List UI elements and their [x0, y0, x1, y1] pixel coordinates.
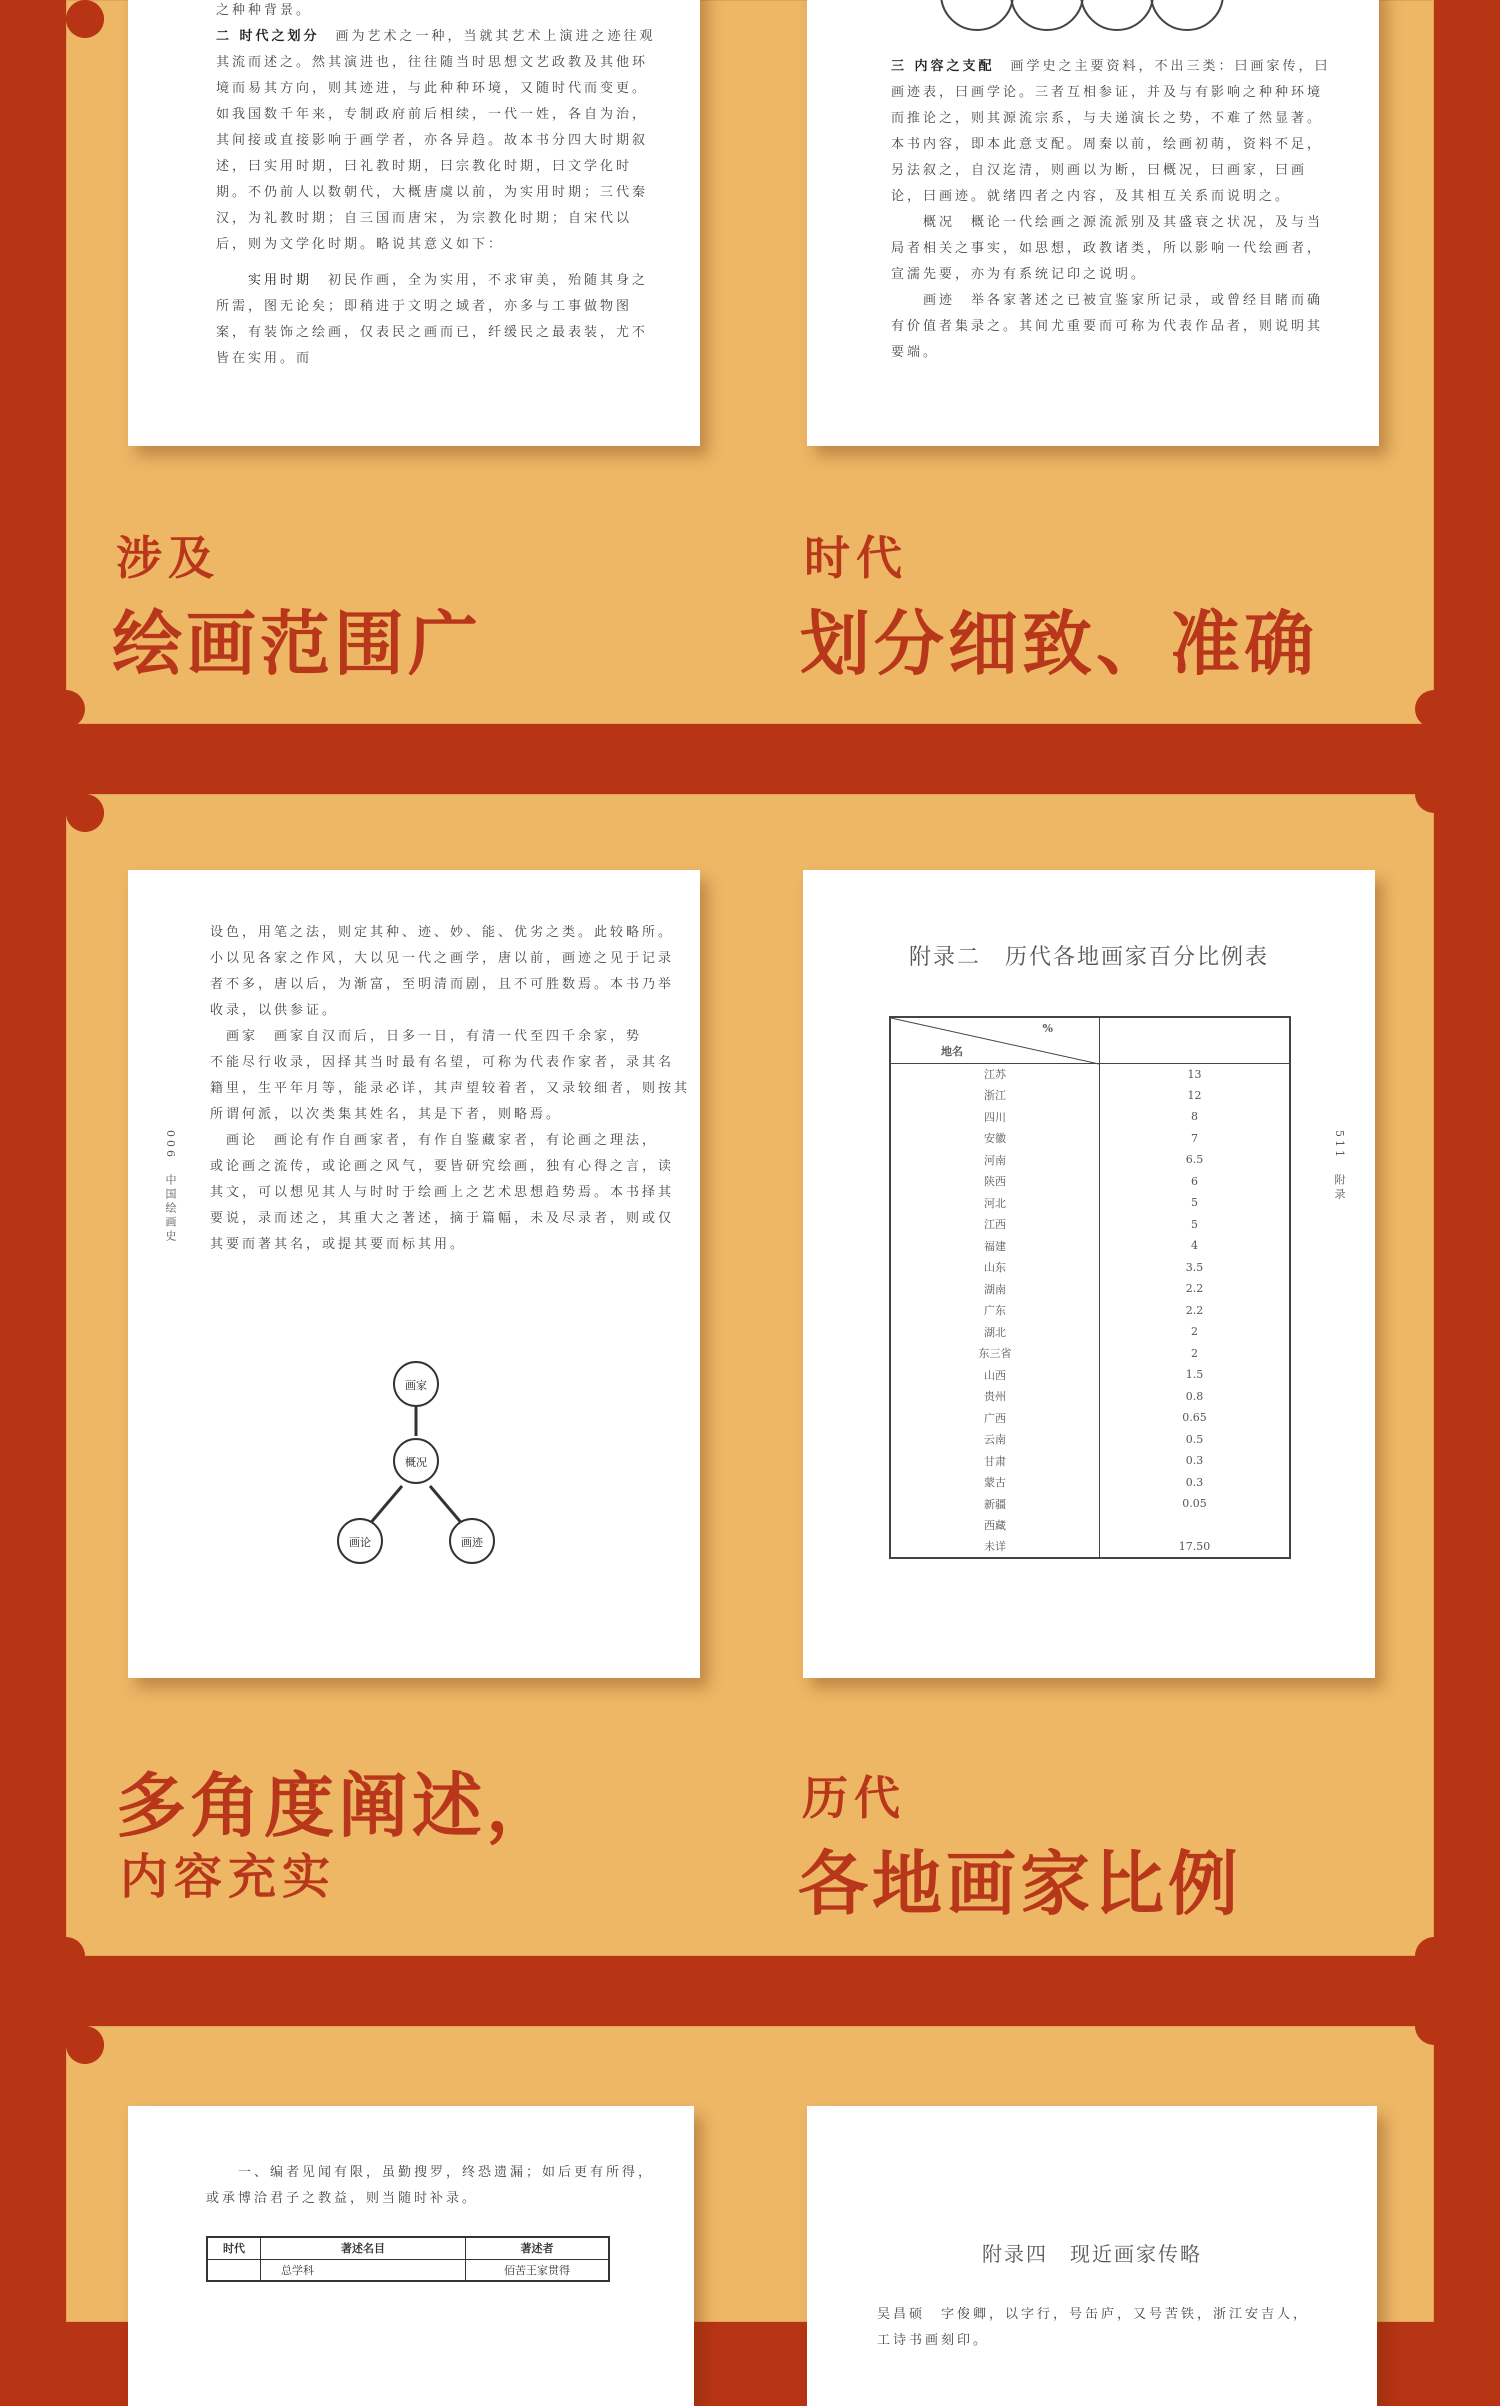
page-number: 511	[1333, 1130, 1346, 1160]
appendix-title: 附录四 现近画家传略	[982, 2242, 1202, 2266]
percent-cell: 6.5	[1185, 1153, 1204, 1167]
region-cell: 浙江	[890, 1085, 1100, 1107]
percent-cell: 0.3	[1185, 1454, 1204, 1468]
appendix-title: 附录二 历代各地画家百分比例表	[908, 945, 1269, 970]
page-text-line	[206, 2160, 666, 2186]
page-body	[891, 54, 1331, 234]
region-cell: 陕西	[890, 1171, 1100, 1193]
paragraph-text: 概论一代绘画之源流派别及其盛衰之状况，及与当局者相关之事实，如思想，政教诸类，所以影响一代绘画者，宣濡先要，亦为有系统记印之说明。	[891, 215, 1324, 282]
table-row	[890, 1063, 1290, 1085]
book-page-left	[128, 870, 700, 1678]
feature-panel-1	[66, 0, 1434, 724]
region-cell: 西藏	[890, 1515, 1100, 1537]
page-paragraph	[891, 288, 1331, 360]
table-row	[890, 1407, 1290, 1429]
table-row	[890, 1429, 1290, 1451]
region-cell: 江西	[890, 1214, 1100, 1236]
percent-cell: 2	[1191, 1346, 1198, 1360]
percent-cell: 13	[1187, 1067, 1202, 1081]
table-header-empty	[1100, 1017, 1291, 1063]
table-row	[890, 1300, 1290, 1322]
percent-cell: 1.5	[1185, 1368, 1204, 1382]
page-text-line: 其要而著其名，或提其要而标其用。	[210, 1237, 467, 1252]
table-row	[890, 1128, 1290, 1150]
ratio-table	[889, 1016, 1291, 1559]
page-body	[210, 920, 691, 1258]
panel-notch	[1415, 690, 1453, 728]
table-cell: 佰苦王家贯得	[466, 2259, 610, 2281]
page-text-line: 吴昌硕 字俊卿，以字行，号缶庐，又号苦铁，浙江安吉人，工诗书画刻印。	[877, 2307, 1310, 2348]
percent-cell: 0.05	[1182, 1497, 1207, 1511]
page-first-line: 之种种背景。	[216, 3, 313, 18]
percent-cell: 12	[1187, 1088, 1202, 1102]
table-row	[890, 1235, 1290, 1257]
table-row	[890, 1278, 1290, 1300]
feature-panel-3	[66, 2026, 1434, 2348]
percent-cell: 0.3	[1185, 1475, 1204, 1489]
caption-right-small: 时代	[804, 531, 908, 585]
caption-left-small: 涉及	[116, 531, 220, 585]
region-cell: 四川	[890, 1106, 1100, 1128]
panel-notch	[1415, 775, 1453, 813]
section-text: 画学史之主要资料，不出三类：曰画家传，曰画迹表，曰画学论。三者互相参证，并及与有影响之种种环境而推论之，则其源流宗系，与夫递演长之势，不难了然显著。本书内容，即本此意支配。周秦以前，绘画初萌，资料不足，另法叙之，自汉迄清，则画以为断，曰概况，曰画家，曰画论，曰画迹。就绪四者之内容，及其相互关系而说明之。	[891, 59, 1331, 204]
table-row	[890, 1450, 1290, 1472]
book-page-right	[803, 870, 1375, 1678]
page-text-line: 其文，可以想见其人与时时于绘画上之艺术思想趋势焉。本书择其	[210, 1185, 675, 1200]
table-row	[890, 1364, 1290, 1386]
percent-cell: 0.8	[1185, 1389, 1204, 1403]
region-cell: 河北	[890, 1192, 1100, 1214]
region-cell: 江苏	[890, 1063, 1100, 1085]
table-header-row	[207, 2237, 609, 2259]
caption-left-small: 内容充实	[120, 1849, 337, 1905]
text-line-1: 一、编者见闻有限，虽勤搜罗，终恐遗漏；如后更有所得，	[238, 2165, 655, 2180]
region-cell: 未详	[890, 1536, 1100, 1558]
page-side-mark	[162, 1130, 178, 1244]
region-cell: 甘肃	[890, 1450, 1100, 1472]
table-row	[890, 1536, 1290, 1558]
table-header-row	[890, 1017, 1290, 1063]
corner-diagonal	[891, 1018, 1099, 1064]
percent-cell	[1100, 1515, 1291, 1537]
page-paragraph	[891, 210, 1331, 290]
panel-notch	[47, 2007, 85, 2045]
region-cell: 新疆	[890, 1493, 1100, 1515]
percent-cell: 17.50	[1178, 1539, 1211, 1553]
table-row	[890, 1515, 1290, 1537]
corner-region: 地名	[941, 1044, 963, 1058]
diagram-fragment	[807, 0, 1379, 20]
percent-cell: 2.2	[1185, 1282, 1204, 1296]
table-header-cell: 著述名目	[261, 2237, 466, 2259]
region-cell: 山西	[890, 1364, 1100, 1386]
table-header-cell: 著述者	[466, 2237, 610, 2259]
page-number: 006	[164, 1130, 177, 1160]
percent-cell: 8	[1191, 1110, 1198, 1124]
table-row	[890, 1192, 1290, 1214]
paragraph-label: 画迹	[923, 293, 956, 308]
paragraph-label: 概况	[923, 215, 956, 230]
panel-notch	[47, 775, 85, 813]
page-text-line: 者不多，唐以后，为渐富，至明清而剧，且不可胜数焉。本书乃举	[210, 977, 675, 992]
table-row	[890, 1386, 1290, 1408]
percent-cell: 5	[1191, 1217, 1198, 1231]
page-text-line: 所谓何派，以次类集其姓名，其是下者，则略焉。	[210, 1107, 563, 1122]
page-text-line: 画家 画家自汉而后，日多一日，有清一代至四千余家，势	[210, 1029, 643, 1044]
book-page-right	[807, 2106, 1377, 2406]
table-row	[890, 1493, 1290, 1515]
percent-cell: 3.5	[1185, 1260, 1204, 1274]
table-corner-cell	[890, 1017, 1100, 1063]
percent-cell: 7	[1191, 1131, 1198, 1145]
region-cell: 湖北	[890, 1321, 1100, 1343]
panel-notch	[47, 690, 85, 728]
caption-left-big: 绘画范围广	[112, 602, 482, 685]
region-cell: 河南	[890, 1149, 1100, 1171]
table-row	[890, 1321, 1290, 1343]
table-cell: 总学科	[261, 2259, 466, 2281]
page-text-line: 或论画之流传，或论画之风气，要皆研究绘画，独有心得之言，读	[210, 1159, 675, 1174]
panel-notch	[1415, 1937, 1453, 1975]
region-cell: 云南	[890, 1429, 1100, 1451]
page-side-mark	[1331, 1130, 1347, 1202]
percent-cell: 5	[1191, 1196, 1198, 1210]
table-row	[890, 1149, 1290, 1171]
caption-right-big: 划分细致、准确	[800, 602, 1318, 685]
works-table	[206, 2236, 610, 2282]
book-page-left	[128, 0, 700, 446]
region-cell: 山东	[890, 1257, 1100, 1279]
page-text-line: 收录，以供参证。	[210, 1003, 339, 1018]
page-text-line: 画论 画论有作自画家者，有作自鉴藏家者，有论画之理法，	[210, 1133, 659, 1148]
appendix-mark: 附录	[1333, 1174, 1346, 1202]
page-text-line: 小以见各家之作风，大以见一代之画学，唐以前，画迹之见于记录	[210, 951, 675, 966]
region-cell: 广西	[890, 1407, 1100, 1429]
table-row	[890, 1214, 1290, 1236]
table-row	[890, 1171, 1290, 1193]
table-row	[890, 1343, 1290, 1365]
page-text-line: 设色，用笔之法，则定其种、迹、妙、能、优劣之类。此较略所。	[210, 925, 675, 940]
diagram-label-middle: 概况	[405, 1456, 427, 1469]
table-row	[890, 1472, 1290, 1494]
region-cell: 湖南	[890, 1278, 1100, 1300]
page-text-line: 或承博洽君子之教益，则当随时补录。	[206, 2191, 479, 2206]
paragraph-text: 举各家著述之已被宣鉴家所记录，或曾经目睹而确有价值者集录之。其间尤重要而可称为代表作品者，则说明其要端。	[891, 293, 1324, 360]
book-page-left	[128, 2106, 694, 2406]
region-cell: 广东	[890, 1300, 1100, 1322]
corner-percent: %	[1042, 1022, 1053, 1035]
percent-cell: 4	[1191, 1239, 1198, 1253]
page-paragraph	[216, 268, 656, 366]
diagram-label-bottom-left: 画论	[349, 1536, 371, 1549]
feature-panel-2	[66, 794, 1434, 1956]
region-cell: 贵州	[890, 1386, 1100, 1408]
region-cell: 东三省	[890, 1343, 1100, 1365]
ratio-table-wrap	[889, 1016, 1291, 1559]
section-heading: 三 内容之支配	[891, 59, 995, 74]
paragraph-label: 实用时期	[248, 273, 313, 288]
diagram-label-top: 画家	[405, 1379, 427, 1392]
book-page-right	[807, 0, 1379, 446]
caption-right-big: 各地画家比例	[798, 1842, 1242, 1925]
percent-cell: 6	[1191, 1174, 1198, 1188]
panel-notch	[1415, 2007, 1453, 2045]
percent-cell: 0.5	[1185, 1432, 1204, 1446]
percent-cell: 0.65	[1182, 1411, 1207, 1425]
region-cell: 蒙古	[890, 1472, 1100, 1494]
table-header-cell: 时代	[207, 2237, 261, 2259]
diagram-label-bottom-right: 画迹	[461, 1536, 483, 1549]
concept-diagram	[316, 1358, 516, 1578]
table-row	[890, 1106, 1290, 1128]
percent-cell: 2	[1191, 1325, 1198, 1339]
page-text-line: 不能尽行收录，因择其当时最有名望，可称为代表作家者，录其名	[210, 1055, 675, 1070]
section-text: 画为艺术之一种，当就其艺术上演进之迹往观其流而述之。然其演进也，往往随当时思想文艺政教及其他环境而易其方向，则其迹进，与此种种环境，又随时代而变更。如我国数千年来，专制政府前后相续，一代一姓，各自为治，其间接或直接影响于画学者，亦各异趋。故本书分四大时期叙述，曰实用时期，曰礼教时期，曰宗教化时期，曰文学化时期。不仍前人以数朝代，大概唐虞以前，为实用时期；三代秦汉，为礼教时期；自三国而唐宋，为宗教化时期；自宋代以后，则为文学化时期。略说其意义如下：	[216, 29, 656, 252]
ratio-table-body	[890, 1063, 1290, 1558]
table-row	[890, 1257, 1290, 1279]
table-row	[890, 1085, 1290, 1107]
region-cell: 福建	[890, 1235, 1100, 1257]
section-heading: 二 时代之划分	[216, 29, 320, 44]
panel-notch	[47, 1937, 85, 1975]
percent-cell: 2.2	[1185, 1303, 1204, 1317]
caption-right-small: 历代	[802, 1771, 906, 1825]
table-cell	[207, 2259, 261, 2281]
paragraph-text: 初民作画，全为实用，不求审美，殆随其身之所需，图无论矣；即稍进于文明之域者，亦多与工事做物图案，有装饰之绘画，仅表民之画而已，纤缓民之最表装，尤不皆在实用。而	[216, 273, 649, 366]
page-text-line: 籍里，生平年月等，能录必详，其声望较着者，又录较细者，则按其	[210, 1081, 691, 1096]
table-row	[207, 2259, 609, 2281]
book-title-mark: 中国绘画史	[164, 1174, 177, 1244]
page-text-line: 要说，录而述之，其重大之著述，摘于篇幅，未及尽录者，则或仅	[210, 1211, 675, 1226]
region-cell: 安徽	[890, 1128, 1100, 1150]
caption-left-big: 多角度阐述，	[116, 1764, 560, 1847]
